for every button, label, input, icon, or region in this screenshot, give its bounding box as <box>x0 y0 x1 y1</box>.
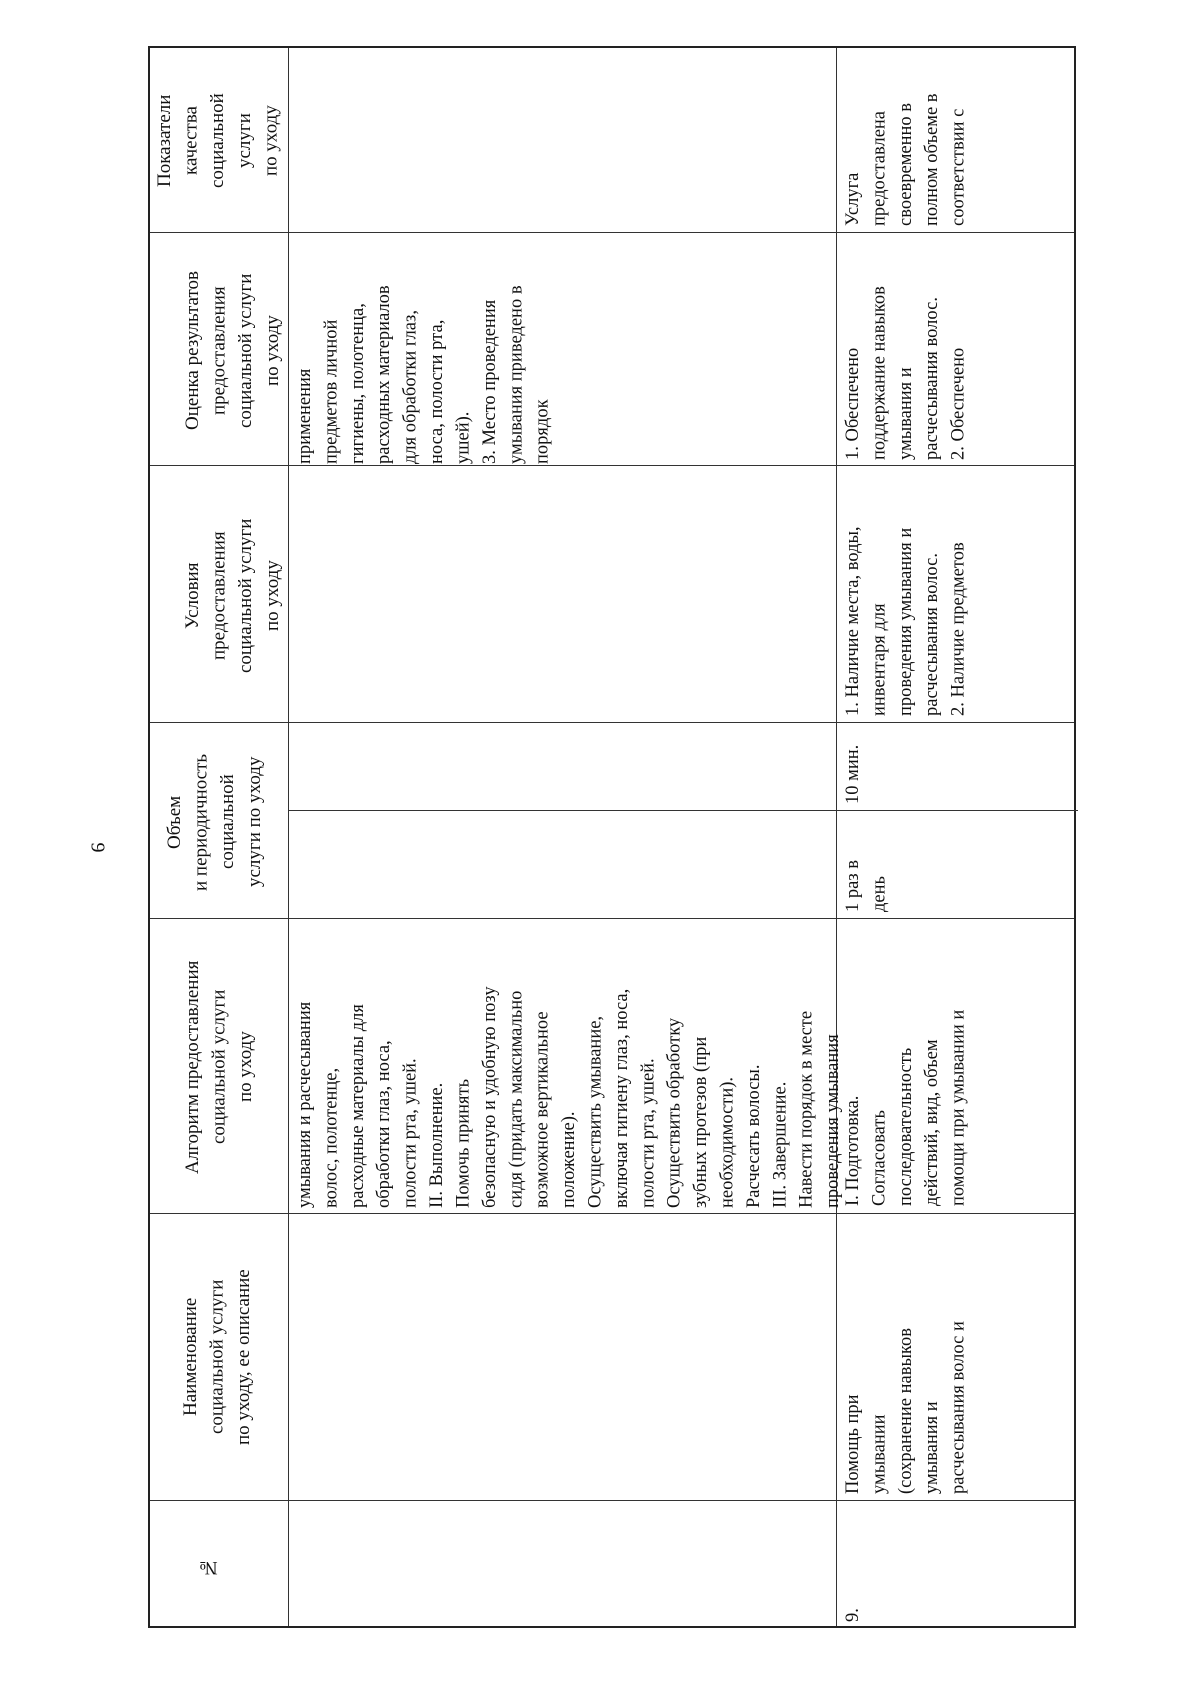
header-num: № <box>198 1557 219 1579</box>
header-name: Наименование социальной услуги по уходу, ее описание <box>180 1269 255 1445</box>
col-divider-1 <box>150 1500 1074 1501</box>
header-algorithm: Алгоритм предоставления социальной услуги по уходу <box>182 960 257 1174</box>
continued-algorithm: умывания и расчесывания волос, полотенце, расходные материалы для обработки глаз, носа, полости рта, ушей. II. Выполнение. Помочь принять безопасную и удобную позу сидя (придать максимально возможное вертикальное положение). Осуществить умывание, включая гигиену глаз, носа, полости рта, ушей. Осуществить обработку зубных протезов (при необходимости). Расчесать волосы. III. Завершение. Навести порядок в месте проведения умывания <box>295 986 844 1208</box>
header-quality: Показатели качества социальной услуги по уходу <box>154 93 282 189</box>
row9-conditions: 1. Наличие места, воды, инвентаря для проведения умывания и расчесывания волос. 2. Наличие предметов <box>843 526 969 716</box>
col-divider-2 <box>150 1213 1074 1214</box>
volume-subdivider <box>288 810 1078 811</box>
page-number: 9 <box>86 842 109 853</box>
row9-duration: 10 мин. <box>843 744 863 804</box>
col-divider-3 <box>150 918 1074 919</box>
header-volume: Объем и периодичность социальной услуги по уходу <box>164 753 265 891</box>
row-divider-header <box>288 48 289 1626</box>
row9-quality: Услуга предоставлена своевременно в полном объеме в соответствии с <box>843 93 969 226</box>
row-divider-9 <box>836 48 837 1626</box>
col-divider-4 <box>150 722 1074 723</box>
row9-name: Помощь при умывании (сохранение навыков умывания и расчесывания волос и <box>843 1321 969 1494</box>
continued-evaluation: применения предметов личной гигиены, полотенца, расходных материалов для обработки глаз, носа, полости рта, ушей). 3. Место проведения умывания приведено в порядок <box>295 285 553 464</box>
row9-frequency: 1 раз в день <box>843 859 890 912</box>
services-table <box>148 46 1076 1628</box>
col-divider-5 <box>150 465 1074 466</box>
col-divider-6 <box>150 232 1074 233</box>
row9-evaluation: 1. Обеспечено поддержание навыков умывания и расчесывания волос. 2. Обеспечено <box>843 286 969 460</box>
row9-num: 9. <box>843 1608 863 1622</box>
header-conditions: Условия предоставления социальной услуги по уходу <box>182 518 283 674</box>
row9-algorithm: I. Подготовка. Согласовать последовательность действий, вид, объем помощи при умывании и <box>843 1009 969 1206</box>
header-evaluation: Оценка результатов предоставления социальной услуги по уходу <box>182 271 283 431</box>
